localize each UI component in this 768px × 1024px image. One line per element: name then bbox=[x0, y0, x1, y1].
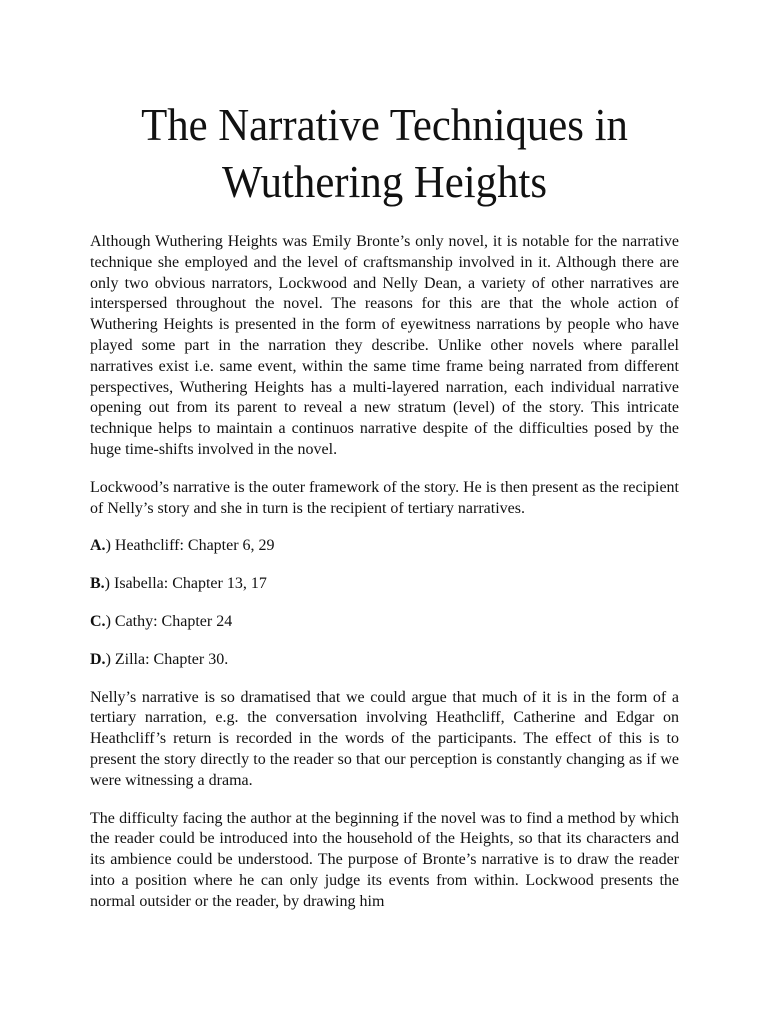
list-text: ) Isabella: Chapter 13, 17 bbox=[104, 575, 267, 593]
title-line-2: Wuthering Heights bbox=[221, 156, 548, 207]
document-page bbox=[90, 96, 679, 913]
paragraph-difficulty: The difficulty facing the author at the beginning if the novel was to find a method by which the reader could be introduced into the household of the Heights, so that its characters and its ambience could be understood. The purpose of Bronte’s narrative is to draw the reader into a position where he can only judge its events from within. Lockwood presents the normal outsider or the reader, by drawing him bbox=[90, 809, 679, 910]
list-marker: A. bbox=[90, 537, 106, 555]
paragraph-intro: Although Wuthering Heights was Emily Bronte’s only novel, it is notable for the narrative technique she employed and the level of craftsmanship involved in it. Although there are only two obvious narrators, Lockwood and Nelly Dean, a variety of other narratives are interspersed throughout the novel. The reasons for this are that the whole action of Wuthering Heights is presented in the form of eyewitness narrations by people who have played some part in the narration they describe. Unlike other novels where parallel narratives exist i.e. same event, within the same time frame being narrated from different perspectives, Wuthering Heights has a multi-layered narration, each individual narrative opening out from its parent to reveal a new stratum (level) of the story. This intricate technique helps to maintain a continuos narrative despite of the difficulties posed by the huge time-shifts involved in the novel. bbox=[90, 233, 679, 458]
list-text: ) Cathy: Chapter 24 bbox=[105, 612, 233, 630]
paragraph-lockwood: Lockwood’s narrative is the outer framework of the story. He is then present as the recipient of Nelly’s story and she in turn is the recipient of tertiary narratives. bbox=[90, 478, 679, 517]
list-text: ) Heathcliff: Chapter 6, 29 bbox=[105, 537, 275, 555]
list-item bbox=[90, 536, 679, 557]
list-item bbox=[90, 612, 679, 633]
list-item bbox=[90, 650, 679, 671]
list-marker: D. bbox=[90, 650, 106, 668]
list-item bbox=[90, 574, 679, 595]
document-title bbox=[111, 96, 659, 210]
paragraph-nelly: Nelly’s narrative is so dramatised that we could argue that much of it is in the form of a tertiary narration, e.g. the conversation involving Heathcliff, Catherine and Edgar on Heathcliff’s return is recorded in the words of the participants. The effect of this is to present the story directly to the reader so that our perception is constantly changing as if we were witnessing a drama. bbox=[90, 688, 679, 789]
list-marker: C. bbox=[90, 612, 106, 630]
title-line-1: The Narrative Techniques in bbox=[141, 99, 628, 150]
list-marker: B. bbox=[90, 575, 105, 593]
list-text: ) Zilla: Chapter 30. bbox=[105, 650, 229, 668]
